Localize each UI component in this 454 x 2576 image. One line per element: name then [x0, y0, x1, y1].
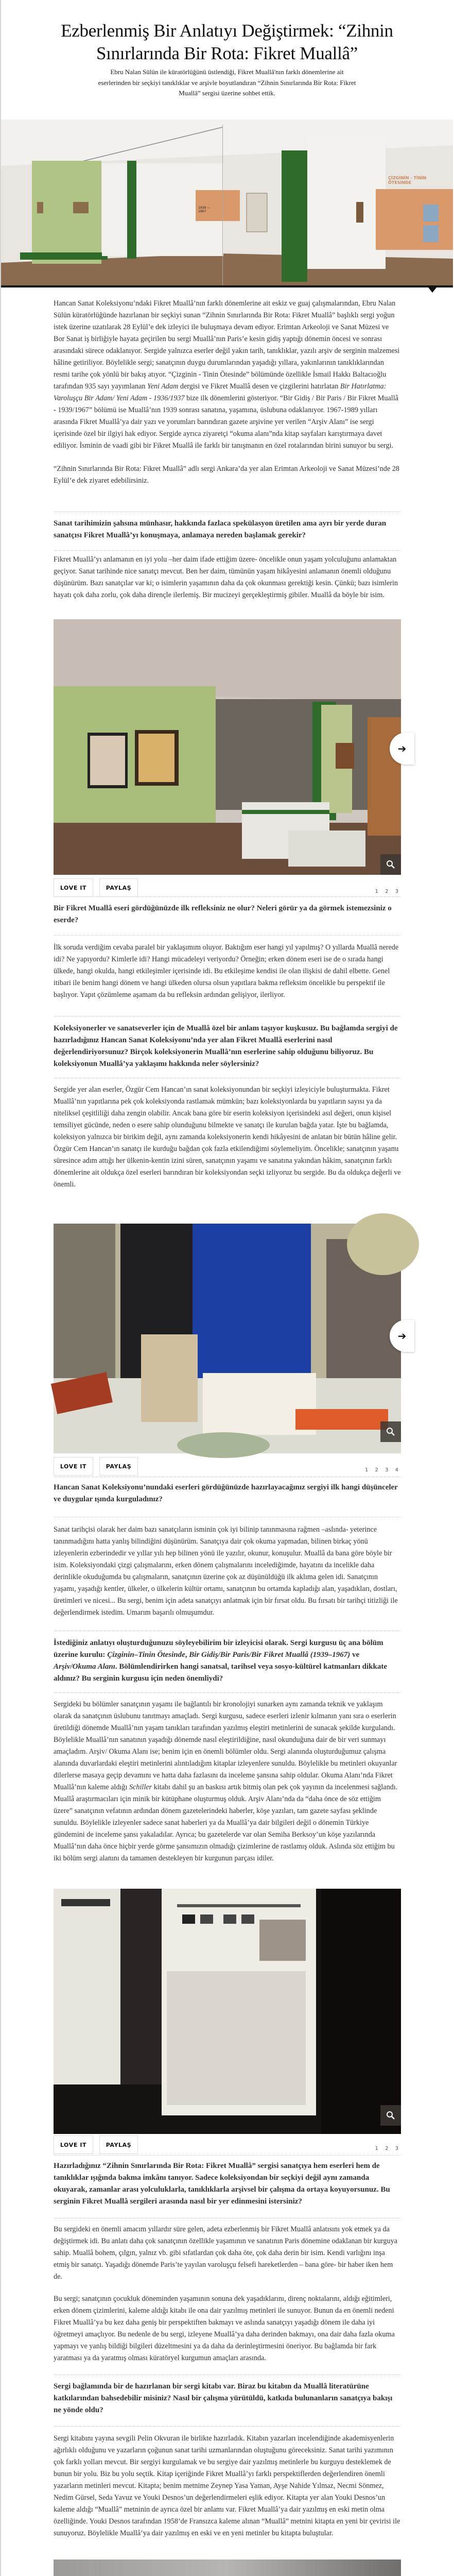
gallery-3-actions: [54, 2136, 401, 2155]
question-1: Sanat tarihimizin şahsına münhasır, hakkında fazlaca spekülasyon üretilen ama ayrı bir yerde duran sanatçısı Fikret Muallâ’yı konuşmaya, anlamaya nereden başlamak gerekir?: [54, 519, 387, 539]
hero-wall-years: 1939 — 1967: [198, 206, 211, 213]
divider: [54, 2426, 401, 2427]
hero-wall-panel-title: ÇİZGİNİN - TİNİN ÖTESİNDE: [388, 176, 427, 185]
gallery-2-actions: [54, 1457, 401, 1477]
zoom-button[interactable]: [380, 854, 401, 875]
answer-3: Sergide yer alan eserler, Özgür Cem Hancan’ın sanat koleksiyonundan bir seçkiyi izleyiciyle buluşturmakta. Fikret Muallâ’nın yapıtlarına pek çok koleksiyonda rastlamak mümkün; bazı koleksiyonlarda bu yapıtların sayısı ya da niteliksel çeşitliliği daha zengin olabilir. Ancak bana göre bir eserin koleksiyon içerisindeki asıl değeri, onun kişisel temsiliyet gücünde, neden o esere sahip olunduğunu bilmekte ve sanatçı ile kurulan bağda yatar. İşte bu bağlamda, koleksiyon yalnızca bir birikim değil, aynı zamanda koleksiyonerin kendi hikâyesini de anlatan bir bütün hâline gelir. Özgür Cem Hancan’ın sanatçı ile kurduğu bağdan çok fazla etkilendiğimi söylemeliyim. Öncelikle; sanatçının yaşamı süresince adım attığı her ülkenin-kentin izini süren, sanatçının yaşamı ve sanatına yakından hâkim, sanatçının farklı dönemlerine ait oldukça özel eserleri barındıran bir koleksiyondan seçki izliyoruz bu sergide. Bu da oldukça değerli ve önemli.: [54, 1086, 401, 1189]
question-6: Hazırladığınız “Zihnin Sınırlarında Bir Rota: Fikret Muallâ” sergisi sanatçıya hem eserleri hem de tanıklıklar ışığında bakma imkânı tanıyor. Sadece koleksiyondan bir seçkiyi değil aynı zamanda okuyarak, zamanlar arası yolculuklarla, tanıklıklarla arşivsel bir çalışma da ortaya koyuyorsunuz. Bu serginin Fikret Muallâ sergileri arasında nasıl bir yer edinmesini istersiniz?: [54, 2162, 390, 2206]
question-4: Hancan Sanat Koleksiyonu’nundaki eserleri gördüğünüzde hazırlayacağınız sergiyi ilk hangi düşünceler ve duygular ışında kurguladınız?: [54, 1483, 398, 1503]
arrow-right-icon: ➔: [397, 742, 407, 755]
divider: [54, 1692, 401, 1693]
share-button[interactable]: PAYLAŞ: [99, 2136, 138, 2154]
article-lede: Ebru Nalan Sülün ile küratörlüğünü üstlendiği, Fikret Muallâ'nın farklı dönemlerine ait eserlerinden bir seçkiyi tanıklıklar ve arşivle boyutlandıran “Zihnin Sınırlarında Bir Rota: Fikret Muallâ” sergisi üzerine sohbet ettik.: [98, 68, 356, 97]
question-5: İstediğiniz anlatıyı oluşturduğunuzu söyleyebilirim bir izleyicisi olarak. Sergi kurgusu üç ana bölüm üzerine kurulu: Çizginin–Tinin Ötesinde, Bir Gidiş/Bir Paris/Bir Fikret Muallâ (1939–1967) ve Arşiv/Okuma Alanı. Bölümlendirirken hangi sanatsal, tarihsel veya sosyo-kültürel katmanları dikkate aldınız? Bu serginin kurgusu için neden önemliydi?: [54, 1639, 388, 1683]
search-icon: [386, 860, 395, 869]
question-2: Bir Fikret Muallâ eseri gördüğünüzde ilk refleksiniz ne olur? Neleri görür ya da görmek istemezsiniz o eserde?: [54, 904, 392, 924]
answer-2: İlk soruda verdiğim cevaba paralel bir yaklaşımım oluyor. Baktığım eser hangi yıl yapılmış? O yıllarda Muallâ nerede idi? Ne yapıyordu? Kimlerle idi? Hangi mücadeleyi veriyordu? Örneğin; erken dönem eseri ise de o sırada hangi ülkede, hangi okulda, hangi etkileşimler içerisinde idi. Bu etkileşime kendisi ile olan ilişkisi de dahil elbette. Genel itibari ile benim hangi dönem ve hangi ülkeden olursa olsun yapıtlara bakma refleksim öncelikle bu perspektif ile başlıyor. Yapıt çözümleme aşamam da bu refleksin ardından gelişiyor, ilerliyor.: [54, 943, 399, 999]
hero-image: [1, 120, 453, 285]
gallery-1-image[interactable]: [54, 619, 407, 875]
exhibition-hall-illustration: [1, 120, 453, 285]
question-3: Koleksiyonerler ve sanatseverler için de Muallâ özel bir anlam taşıyor kuşkusuz. Bu bağlamda sergiyi de hazırladığınız Hancan Sanat Koleksiyonu’nda yer alan Fikret Muallâ eserlerini nasıl değerlendiriyorsunuz? Birçok koleksiyonerin Muallâ’nın eserlerine sahip olduğunu biliyoruz. Bu koleksiyonun Muallâ’ya yaklaşımı hakkında neler söylersiniz?: [54, 1024, 398, 1068]
zoom-button[interactable]: [380, 2105, 401, 2126]
newspaper-archive-illustration: [54, 1889, 401, 2134]
gallery-pager[interactable]: 1 2 3 4: [365, 1467, 401, 1473]
divider: [54, 550, 401, 551]
answer-1: Fikret Muallâ’yı anlamanın en iyi yolu –her daim ifade ettiğim üzere- öncelikle onun yaşam yolculuğunu anlamaktan geçiyor. Sanat tarihinde nice sanatçı mevcut. Ben her daim, tümünün yaşam hikâyesini anlamanın önemli olduğunu düşünürüm. Bazı sanatçılar var ki; o isimlerin yaşamının daha da çok okunması gerektiği kesin. Çünkü; bazı isimlerin hayatı çok daha zorlu, çok daha dirençle ilerlemiş. Bir mucizeyi gerçekleştirmiş gibiler. Muallâ da böyle bir isim.: [54, 555, 398, 599]
answer-5: Sergideki bu bölümler sanatçının yaşamı ile bağlantılı bir kronolojiyi sunarken aynı zamanda teknik ve yaklaşım olarak da sanatçının üslubunu tanıtmayı amaçladı. Sergi kurgusu, sadece eserleri izlenir kılmanın yanı sıra o eserlerin üretildiği dönemde Muallâ’nın yaşam tanıkları tarafından yazılmış eleştiri metinlerini de sunacak şekilde kurgulandı. Böylelikle Muallâ’nın sanatının yaşadığı dönemde nasıl eleştirildiğine, nasıl okunduğuna dair de bir veri sunmayı amaçladım. Arşiv/ Okuma Alanı ise; benim için en önemli bölümler oldu. Sergi alanında oluşturduğumuz çalışma alanında duvarlardaki eleştiri metinlerini alıntıladığım kitaplar izleyenlere sunuldu. Böylelikle bu metinleri okuyanlar dilerlerse masaya geçip devamını ve hatta daha fazlasını da inceleme şansına sahip oldular. Okuma Alanı’nda Fikret Muallâ’nın kaleme aldığı Schiller kitabı dahil şu an baskısı artık bitmiş olan pek çok yayının da incelenmesi sağlandı. Muallâ araştırmacıları için minik bir kütüphane oluşturmuş olduk. Arşiv Alanı’nda da “daha önce de söz ettiğim üzere” sanatçının vefatının ardından dönem gazetelerindeki haberler, köşe yazıları, tam gazete sayfası şeklinde sunuldu. Böylelikle izleyenler sadece sanat haberleri ya da Muallâ’ya dair bilgileri değil o dönemin Türkiye gündemini de inceleme şansı yakaladılar. Ayrıca; bu gazetelerde var olan Semiha Berksoy’un köşe yazılarında Muallâ’nın daha önce hiçbir yerde görme şansımızın olmadığı çizimlerine de rastlamış olduk. Aslında söz ettiğim bu iki bölüm sergi alanını da tamamen destekleyen bir kurgunun parçası idiler.: [54, 1700, 398, 1862]
share-button[interactable]: PAYLAŞ: [99, 878, 138, 897]
question-7: Sergi bağlamında bir de hazırlanan bir sergi kitabı var. Biraz bu kitabın da Muallâ literatürüne katkılarından bahsedebilir misiniz? Nasıl bir çalışma yürütüldü, katkıda bulunanların sanatçıya bakışı ne yönde oldu?: [54, 2382, 393, 2414]
love-it-button[interactable]: LOVE IT: [54, 1457, 93, 1476]
gallery-1-actions: [54, 878, 401, 898]
gallery-pager[interactable]: 1 2 3: [375, 2146, 401, 2151]
arrow-right-icon: ➔: [397, 1330, 407, 1342]
gallery-2-image[interactable]: [54, 1224, 407, 1453]
search-icon: [386, 2111, 395, 2120]
caret-down-icon: [428, 287, 436, 293]
answer-6-continued: Bu sergi; sanatçının çocukluk döneminden yaşamının sonuna dek yaşadıklarını, direnç noktalarını, aldığı eğitimleri, erken dönem çizimlerini, kaleme aldığı kitabı ile ona dair yazılmış metinleri ile sunuyor. Bunun da en önemli nedeni Fikret Muallâ’ya bu kez daha geniş bir perspektiften bakmayı ve aslında sanatçıyı yaşadığı dönem ile daha iyi öğretmeyi amaçlıyor. Bu nedenle de bu sergi, izleyene Muallâ’ya daha derinden bakmayı, ona dair daha fazla okuma yapmayı ve yanlış bildiği bilgileri düzeltmesini ya da daha da derinleştirmesini öneriyor. Bu bağlamda bir fark yaratması ya da yaratmış olması küratöryel kurgumun amaçları arasında.: [54, 2295, 395, 2362]
zoom-button[interactable]: [380, 1421, 401, 1442]
intro-visit-note: “Zihnin Sınırlarında Bir Rota: Fikret Muallâ” adlı sergi Ankara’da yer alan Erimtan Arkeoloji ve Sanat Müzesi’nde 28 Eylül’e dek ziyaret edebilirsiniz.: [54, 465, 399, 485]
love-it-button[interactable]: LOVE IT: [54, 2136, 93, 2154]
gallery-pager[interactable]: 1 2 3: [375, 889, 401, 894]
green-wall-room-illustration: [54, 619, 401, 875]
visitors-reading-illustration: [54, 1224, 401, 1453]
answer-4: Sanat tarihçisi olarak her daim bazı sanatçıların isminin çok iyi bilinip tanınmasına rağmen –aslında- yeterince tanınmadığını hatta yanlış bilindiğini düşünürüm. Sanatçıya dair çok okuma yapmadan, bilinen birkaç yönü izleyenlerin ezberindedir ve yıllar yılı hep bilinen yönü ile yazılır, okunur, konuşulur. Muallâ da bana göre böyle bir isim. Koleksiyondaki çizgi çalışmalarını, erken dönem çalışmalarını incelediğimde, hayatını da incelikle daha derinlikle okuduğumda bu çalışmaların, sanatçının üzerine çok az düşünüldüğü ilk aklıma gelen idi. Sanatçının yaşamı, yaşadığı kentler, ülkeler, o ülkelerin kültür ortamı, sanatçının bu ortamda kapladığı alan, yaşadıkları, dostları, üretimleri ve nicesi... Bu sergi, benim için adeta sanatçıyı anlatmak için bir fırsat oldu. Bu fırsatı bir tarihçi titizliği ile değerlendirmek istedim. Umarım başarılı olmuşumdur.: [54, 1526, 398, 1617]
gallery-4-image[interactable]: [54, 2560, 401, 2576]
divider: [54, 935, 401, 936]
answer-6: Bu sergideki en önemli amacım yıllardır süre gelen, adeta ezberlenmiş bir Fikret Muallâ anlatısını yok etmek ya da değiştirmek idi. Bu anlatı daha çok sanatçının özellikle yaşamının ve sanatının Paris dönemine odaklanan bir kurguya sahip. Muallâ bohem, çılgın, yalnız vb. gibi sıfatlardan çok daha öte, çok daha derin bir isim. Kendi varlığını inşa etmiş bir sanatçı. Yaşadığı dönemde Paris’te yayılan varoluşçu felsefi hareketlerden – bana göre- bir haber iken hem de.: [54, 2225, 397, 2281]
intro-section: [54, 298, 401, 487]
hero-bottom-bar: [1, 285, 453, 287]
share-button[interactable]: PAYLAŞ: [99, 1457, 138, 1476]
article-title: Ezberlenmiş Bir Anlatıyı Değiştirmek: “Zihnin Sınırlarında Bir Rota: Fikret Muallâ”: [61, 21, 393, 63]
love-it-button[interactable]: LOVE IT: [54, 878, 93, 897]
answer-7: Sergi kitabını yayına sevgili Pelin Okvuran ile birlikte hazırladık. Kitabın yazarları incelendiğinde akademisyenlerin ağırlıklı olduğunu ve yazarların çoğunun sanat tarihi uzmanlarından oluştuğunu göreceksiniz. Sanat tarihi yazımının çok farklı yolları mevcut. Bir sergiyi kurgulamak ve bu sergiye dair yazılmış metinlerle bu kurguyu desteklemek de bunun bir yolu. Biz bu yolu seçtik. Kitap içeriğinde Fikret Muallâ’yı farklı perspektiflerden değerlendiren önemli yazarların metinleri mevcut. Kitapta; benim metnime Zeynep Yasa Yaman, Ayşe Nahide Yılmaz, Necmi Sönmez, Nedim Gürsel, Seda Yavuz ve Youki Desnos’un değerlendirmeleri eşlik ediyor. Kitapta yer alan Youki Desnos’un kaleme aldığı “Muallâ” metninin de ayrıca özel bir anlamı var. Fikret Muallâ’ya dair yazılmış en eski metin olma özelliğinde. Youki Desnos tarafından 1958’de Fransızca kaleme alınan “Muallâ” metnini kitapta en yeni bir çevirisi ile sunuyoruz. Böylelikle Muallâ’ya dair yazılmış en eski ve en yeni metinler bu kitapta buluştular.: [54, 2434, 400, 2537]
book-cover-illustration: [54, 2560, 401, 2576]
divider: [54, 2155, 401, 2156]
gallery-3-image[interactable]: [54, 1889, 401, 2134]
intro-paragraph: Hancan Sanat Koleksiyonu’ndaki Fikret Muallâ’nın farklı dönemlerine ait eskiz ve guaj çalışmalarından, Ebru Nalan Sülün küratörlüğünde hazırlanan bir seçkiyi sunan “Zihnin Sınırlarında Bir Rota: Fikret Muallâ” başlıklı sergi yoğun istek üzerine uzatılarak 28 Eylül’e dek izleyici ile buluşmaya devam ediyor. Erimtan Arkeoloji ve Sanat Müzesi ve Bor Sanat iş birliğiyle hayata geçirilen bu sergi Muallâ’nın Paris’e kesin gidiş yaptığı dönemin öncesi ve sonrası arasındaki sürece odaklanıyor. Sergide yalnızca eserler değil yakın tarih, tanıklıklar, yazılı arşiv de serginin malzemesi hâline getiriliyor. Böylelikle sergi; sanatçının duygu durumlarından yaşadığı yıllara, yakınlarının tanıklıklarından resmi tarihe çok yönlü bir bakış atıyor. “Çizginin - Tinin Ötesinde” bölümünde özellikle İsmail Hakkı Baltacıoğlu tarafından 935 sayı yayımlanan Yeni Adam dergisi ve Fikret Muallâ desen ve çizgilerini hatırlatan Bir Hatırlatma: Varoluşçu Bir Adam/ Yeni Adam - 1936/1937 bize ilk dönemlerini gösteriyor. “Bir Gidiş / Bir Paris / Bir Fikret Muallâ - 1939/1967” bölümü ise Muallâ’nın 1939 sonrası sanatına, yaşamına, üslubuna odaklanıyor. 1967-1989 yılları arasında Fikret Muallâ’ya dair yazı ve yorumları barındıran gazete arşivine yer verilen “Arşiv Alanı” ise sergi içerisinde özel bir ilgiyi hak ediyor. Sergide ayrıca ziyaretçi “okuma alanı”nda kitap sayfaları karıştırmaya davet ediliyor. İsminin de vaadi gibi bir Fikret Muallâ ile farklı bir tanışmanın en özel rotalarından birini sunuyor bu sergi.: [54, 299, 400, 450]
divider: [54, 896, 401, 897]
search-icon: [386, 1427, 395, 1436]
